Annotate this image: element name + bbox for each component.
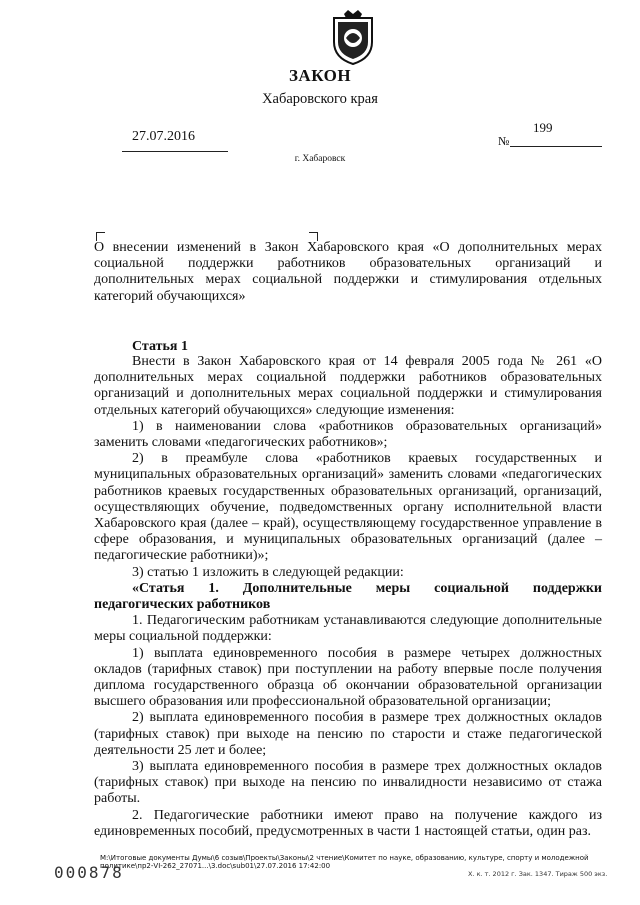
article-heading: Статья 1 — [132, 339, 188, 354]
law-number: 199 — [533, 120, 553, 135]
number-label: № — [498, 134, 510, 148]
amendment-item-2: 2) в преамбуле слова «работников краевых государственных и муниципальных образовательных организаций» заменить словами «педагогических работников краевых государственных образовательных организаций, организаций, осуществляющих обучение, подведомственных органу исполнительной власти Хабаровского края (далее – край), осуществляющему государственное управление в сфере образования, и муниципальных образовательных организаций (далее – педагогические работники)»; — [94, 451, 602, 564]
law-title: О внесении изменений в Закон Хабаровского края «О дополнительных мерах социальной поддержки работников образовательных организаций и дополнительных мерах социальной поддержки и стимулирования отдельных категорий обучающихся» — [94, 240, 602, 304]
amendment-item-1: 1) в наименовании слова «работников образовательных организаций» заменить словами «педагогических работников»; — [94, 418, 602, 451]
part-1-item-1: 1) выплата единовременного пособия в размере четырех должностных окладов (тарифных ставок) при поступлении на работу впервые после получения диплома государственного образца об окончании образовательной организации высшего образования или профессиональной образовательной организации; — [94, 645, 602, 710]
file-path-footer: М:\Итоговые документы Думы\6 созыв\Проекты\Законы\2 чтение\Комитет по науке, образованию, культуре, спорту и молодежной политике\пр2-VI-262_27071...\3.doc\sub01\27.07.2016 17:42:00 — [100, 854, 589, 870]
region-name: Хабаровского края — [262, 91, 378, 107]
part-1-item-3: 3) выплата единовременного пособия в размере трех должностных окладов (тарифных ставок) при выходе на пенсию по инвалидности независимо от стажа работы. — [94, 759, 602, 807]
print-info: Х. к. т. 2012 г. Зак. 1347. Тираж 500 экз. — [468, 870, 608, 878]
city-name: г. Хабаровск — [294, 154, 346, 164]
new-article-heading: «Статья 1. Дополнительные меры социальной поддержки педагогических работников — [94, 580, 602, 613]
page-stamp-number: 000878 — [54, 863, 124, 882]
part-2: 2. Педагогические работники имеют право на получение каждого из единовременных пособий, предусмотренных в части 1 настоящей статьи, один раз. — [94, 807, 602, 839]
part-1-item-2: 2) выплата единовременного пособия в размере трех должностных окладов (тарифных ставок) при выходе на пенсию по старости и стаже педагогической деятельности 25 лет и более; — [94, 710, 602, 758]
article-body — [94, 354, 602, 840]
law-date: 27.07.2016 — [132, 129, 195, 144]
amendment-item-3: 3) статью 1 изложить в следующей редакции: — [132, 564, 404, 580]
article-intro: Внести в Закон Хабаровского края от 14 февраля 2005 года № 261 «О дополнительных мерах социальной поддержки работников образовательных организаций и дополнительных мерах социальной поддержки и стимулирования отдельных категорий обучающихся» следующие изменения: — [94, 354, 602, 418]
coat-of-arms-emblem — [326, 8, 380, 66]
part-1: 1. Педагогическим работникам устанавливаются следующие дополнительные меры социальной поддержки: — [94, 613, 602, 645]
number-underline — [510, 146, 602, 147]
date-underline — [122, 151, 228, 152]
document-title: ЗАКОН — [288, 66, 352, 85]
